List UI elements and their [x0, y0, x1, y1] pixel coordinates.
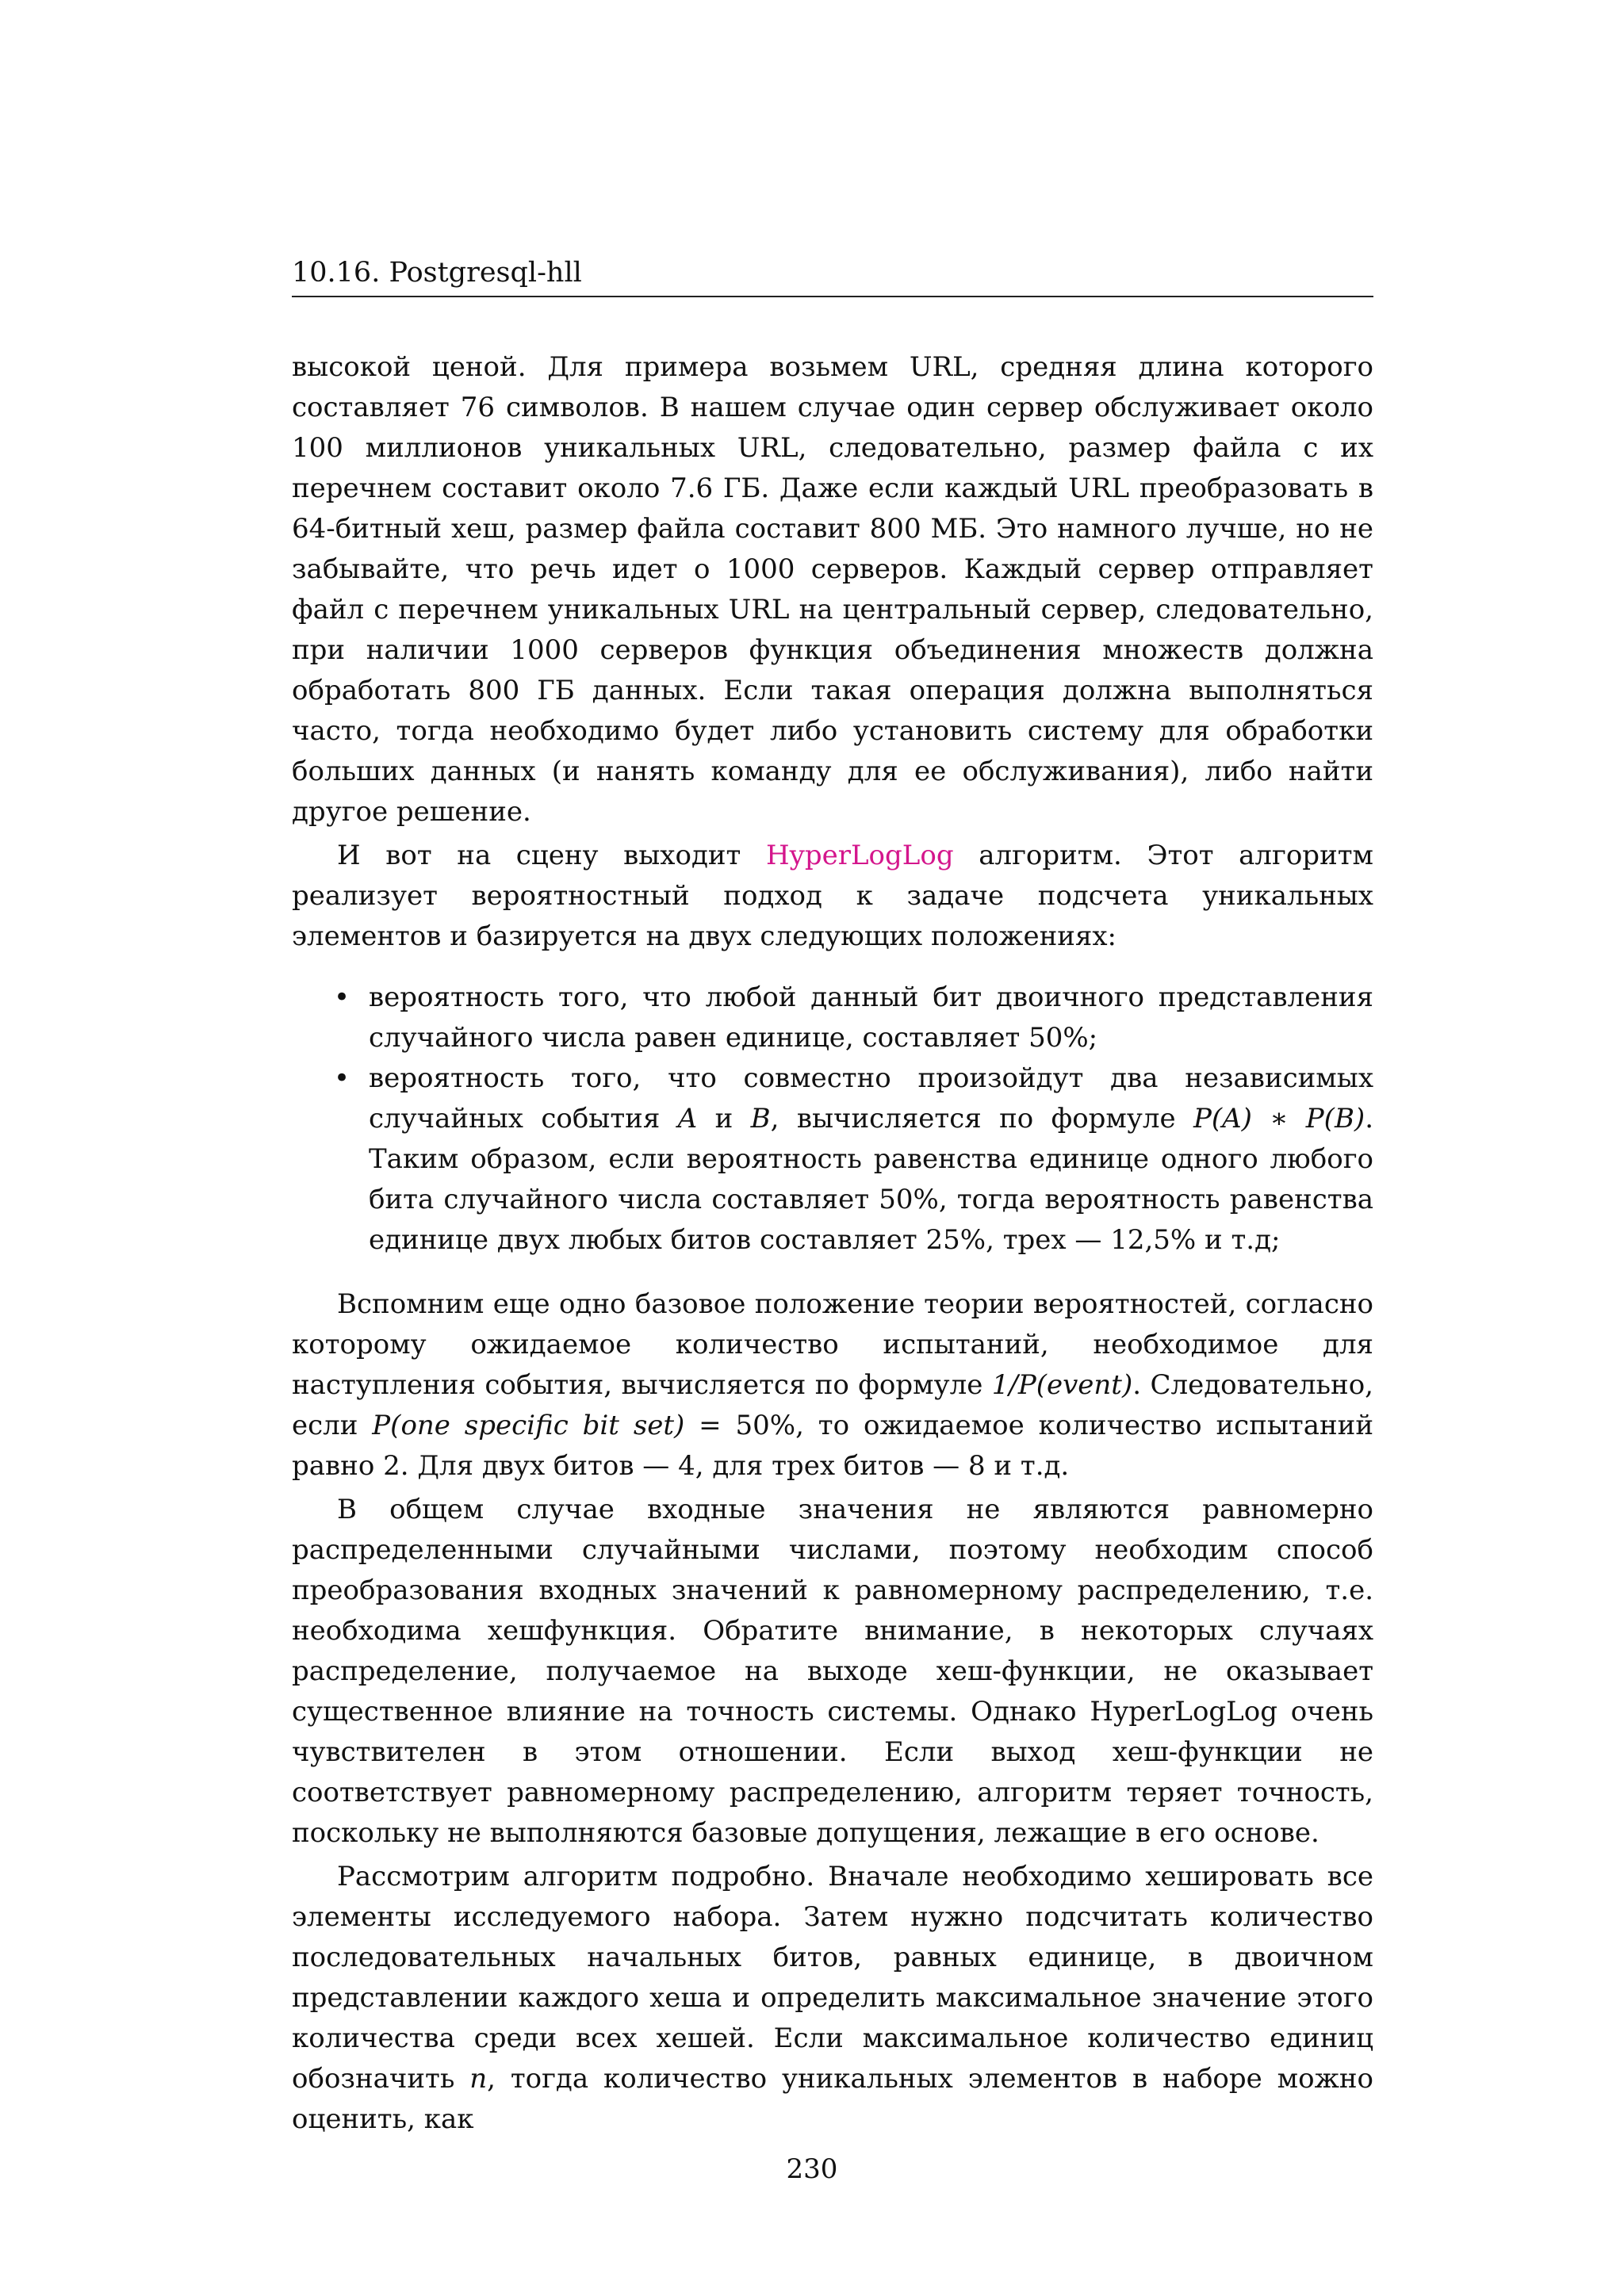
- list-item-2: [334, 1058, 1374, 1261]
- paragraph-3-text-a: Вспомним еще одно базовое положение теории вероятностей, согласно которому ожидаемое количество испытаний, необходимое для наступления события, вычисляется по формуле: [292, 1288, 1373, 1401]
- paragraph-4: В общем случае входные значения не являются равномерно распределенными случайными числами, поэтому необходим способ преобразования входных значений к равномерному распределению, т.е. необходима хешфункция. Обратите внимание, в некоторых случаях распределение, получаемое на выходе хеш-функции, не оказывает существенное влияние на точность системы. Однако HyperLogLog очень чувствителен в этом отношении. Если выход хеш-функции не соответствует равномерному распределению, алгоритм теряет точность, поскольку не выполняются базовые допущения, лежащие в его основе.: [292, 1494, 1373, 1849]
- bullet-icon: •: [334, 1062, 350, 1094]
- paragraph-3-text-b: . Следовательно, если: [292, 1369, 1373, 1441]
- probability-list: [292, 978, 1373, 1261]
- list-item-2-text-b: и: [697, 1103, 751, 1135]
- math-b: B: [750, 1103, 771, 1135]
- paragraph-3-text-c: = 50%, то ожидаемое количество испытаний равно 2. Для двух битов — 4, для трех битов — 8 и т.д.: [292, 1410, 1373, 1482]
- paragraph-1: высокой ценой. Для примера возьмем URL, средняя длина которого составляет 76 символов. В нашем случае один сервер обслуживает около 100 миллионов уникальных URL, следовательно, размер файла с их перечнем составит около 7.6 ГБ. Даже если каждый URL преобразовать в 64-битный хеш, размер файла составит 800 МБ. Это намного лучше, но не забывайте, что речь идет о 1000 серверов. Каждый сервер отправляет файл с перечнем уникальных URL на центральный сервер, следовательно, при наличии 1000 серверов функция объединения множеств должна обработать 800 ГБ данных. Если такая операция должна выполняться часто, тогда необходимо будет либо установить систему для обработки больших данных (и нанять команду для ее обслуживания), либо найти другое решение.: [292, 351, 1373, 828]
- paragraph-2-text-end: алгоритм. Этот алгоритм реализует вероятностный подход к задаче подсчета уникальных элементов и базируется на двух следующих положениях:: [292, 840, 1373, 952]
- list-item-1: [334, 978, 1373, 1058]
- hyperloglog-link[interactable]: HyperLogLog: [765, 840, 954, 871]
- math-a: A: [677, 1103, 698, 1135]
- paragraph-5-text-a: Рассмотрим алгоритм подробно. Вначале необходимо хешировать все элементы исследуемого набора. Затем нужно подсчитать количество последовательных начальных битов, равных единице, в двоичном представлении каждого хеша и определить максимальное значение этого количества среди всех хешей. Если максимальное количество единиц обозначить: [292, 1861, 1373, 2095]
- bullet-icon: •: [334, 982, 350, 1013]
- paragraph-2: [292, 836, 1373, 957]
- list-item-2-text-d: . Таким образом, если вероятность равенства единице одного любого бита случайного числа составляет 50%, тогда вероятность равенства единице двух любых битов составляет 25%, трех — 12,5% и т.д;: [369, 1103, 1374, 1256]
- page-number: 230: [786, 2153, 838, 2185]
- paragraph-2-text-start: И вот на сцену выходит: [337, 840, 766, 871]
- math-n: n: [469, 2063, 488, 2095]
- list-item-1-text: вероятность того, что любой данный бит двоичного представления случайного числа равен единице, составляет 50%;: [369, 982, 1373, 1054]
- header-rule: [292, 296, 1373, 297]
- math-event-formula: 1/P(event): [991, 1369, 1133, 1401]
- math-product-formula: P(A) ∗ P(B): [1193, 1103, 1365, 1135]
- list-item-2-text-a: вероятность того, что совместно произойдут два независимых случайных события: [369, 1062, 1373, 1135]
- paragraph-3: [292, 1284, 1373, 1487]
- paragraph-5: [292, 1857, 1373, 2140]
- running-header: 10.16. Postgresql-hll: [292, 257, 582, 289]
- math-specific-bit: P(one specific bit set): [372, 1410, 685, 1441]
- list-item-2-text-c: , вычисляется по формуле: [770, 1103, 1193, 1135]
- paragraph-5-text-b: , тогда количество уникальных элементов в наборе можно оценить, как: [292, 2063, 1373, 2135]
- body-text: [292, 347, 1373, 2143]
